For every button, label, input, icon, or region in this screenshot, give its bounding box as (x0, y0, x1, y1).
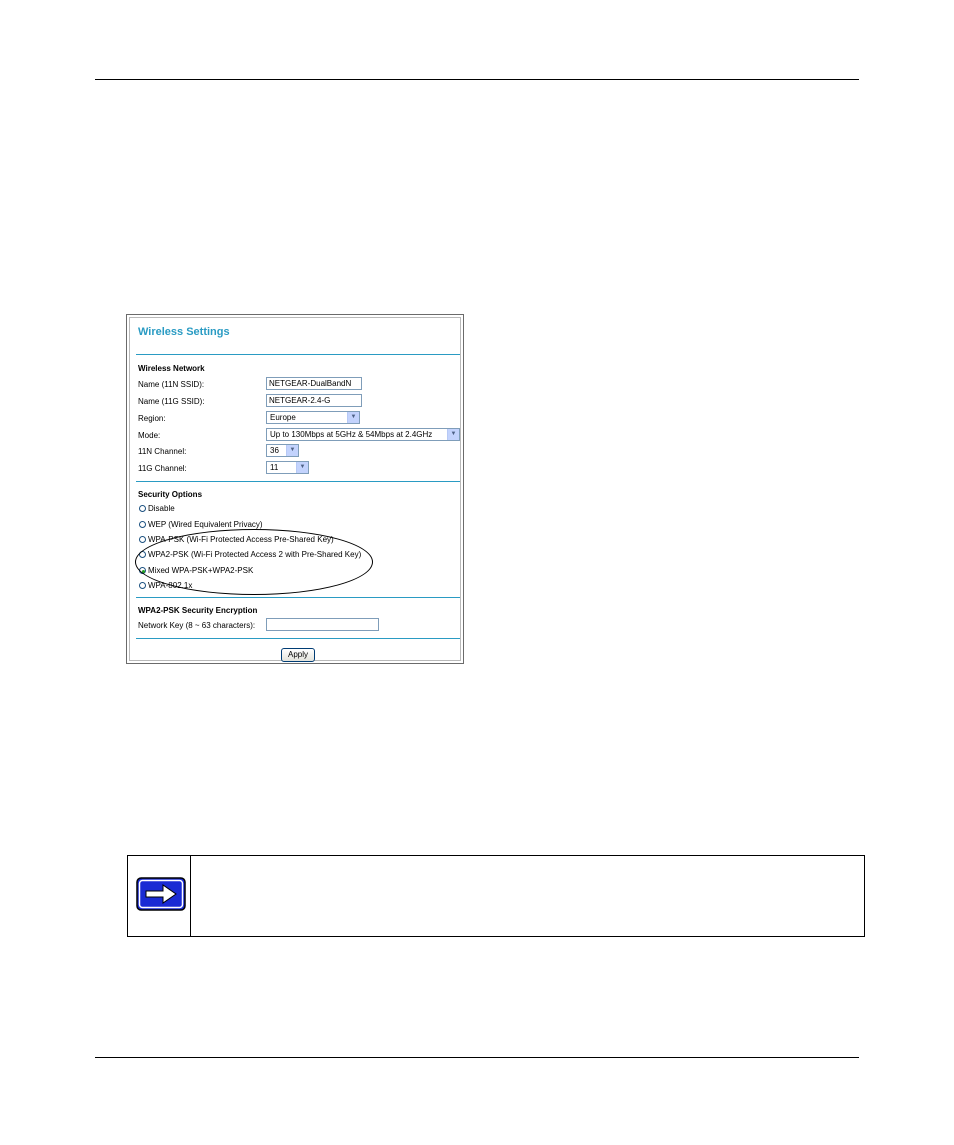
screenshot-frame (129, 317, 461, 661)
chevron-down-icon[interactable]: ▼ (286, 445, 298, 456)
wireless-settings-screenshot (126, 314, 464, 664)
channel-11n-select[interactable] (266, 444, 299, 457)
channel-11g-label: 11G Channel: (138, 464, 187, 473)
section-divider (136, 481, 460, 482)
note-box (127, 855, 865, 937)
radio-button[interactable] (139, 505, 146, 512)
channel-11g-value: 11 (270, 463, 279, 472)
page-title: Wireless Settings (138, 326, 230, 338)
radio-button[interactable] (139, 536, 146, 543)
region-value: Europe (270, 413, 296, 422)
right-arrow-icon (136, 877, 186, 911)
title-divider (136, 354, 460, 355)
security-options-heading: Security Options (138, 490, 203, 499)
chevron-down-icon[interactable]: ▼ (447, 429, 459, 440)
mode-label: Mode: (138, 431, 161, 440)
network-key-label: Network Key (8 ~ 63 characters): (138, 621, 256, 630)
channel-11n-value: 36 (270, 446, 279, 455)
encryption-heading: WPA2-PSK Security Encryption (138, 606, 258, 615)
ssid-11n-label: Name (11N SSID): (138, 380, 205, 389)
apply-button[interactable]: Apply (281, 648, 315, 662)
channel-11n-label: 11N Channel: (138, 447, 187, 456)
radio-button[interactable] (139, 521, 146, 528)
option-label: WPA-PSK (Wi-Fi Protected Access Pre-Shared Key) (148, 535, 334, 544)
region-label: Region: (138, 414, 166, 423)
option-label: Disable (148, 504, 175, 513)
mode-value: Up to 130Mbps at 5GHz & 54Mbps at 2.4GHz (270, 430, 433, 439)
option-label: WEP (Wired Equivalent Privacy) (148, 520, 263, 529)
header-rule (95, 79, 859, 80)
footer-rule (95, 1057, 859, 1058)
ssid-11g-label: Name (11G SSID): (138, 397, 205, 406)
network-key-input[interactable] (266, 618, 379, 631)
section-divider (136, 597, 460, 598)
section-divider (136, 638, 460, 639)
channel-11g-select[interactable] (266, 461, 309, 474)
chevron-down-icon[interactable]: ▼ (347, 412, 359, 423)
ssid-11n-input[interactable]: NETGEAR-DualBandN (266, 377, 362, 390)
chevron-down-icon[interactable]: ▼ (296, 462, 308, 473)
wireless-network-heading: Wireless Network (138, 364, 205, 373)
radio-button[interactable] (139, 582, 146, 589)
mode-select[interactable] (266, 428, 460, 441)
option-label: Mixed WPA-PSK+WPA2-PSK (148, 566, 254, 575)
region-select[interactable] (266, 411, 360, 424)
option-label: WPA2-PSK (Wi-Fi Protected Access 2 with Pre-Shared Key) (148, 550, 362, 559)
security-option-wep[interactable] (139, 520, 263, 529)
security-option-disable[interactable] (139, 504, 175, 513)
ssid-11g-input[interactable]: NETGEAR-2.4-G (266, 394, 362, 407)
option-label: WPA-802.1x (148, 581, 193, 590)
highlight-oval (135, 529, 373, 595)
note-divider (190, 856, 191, 936)
